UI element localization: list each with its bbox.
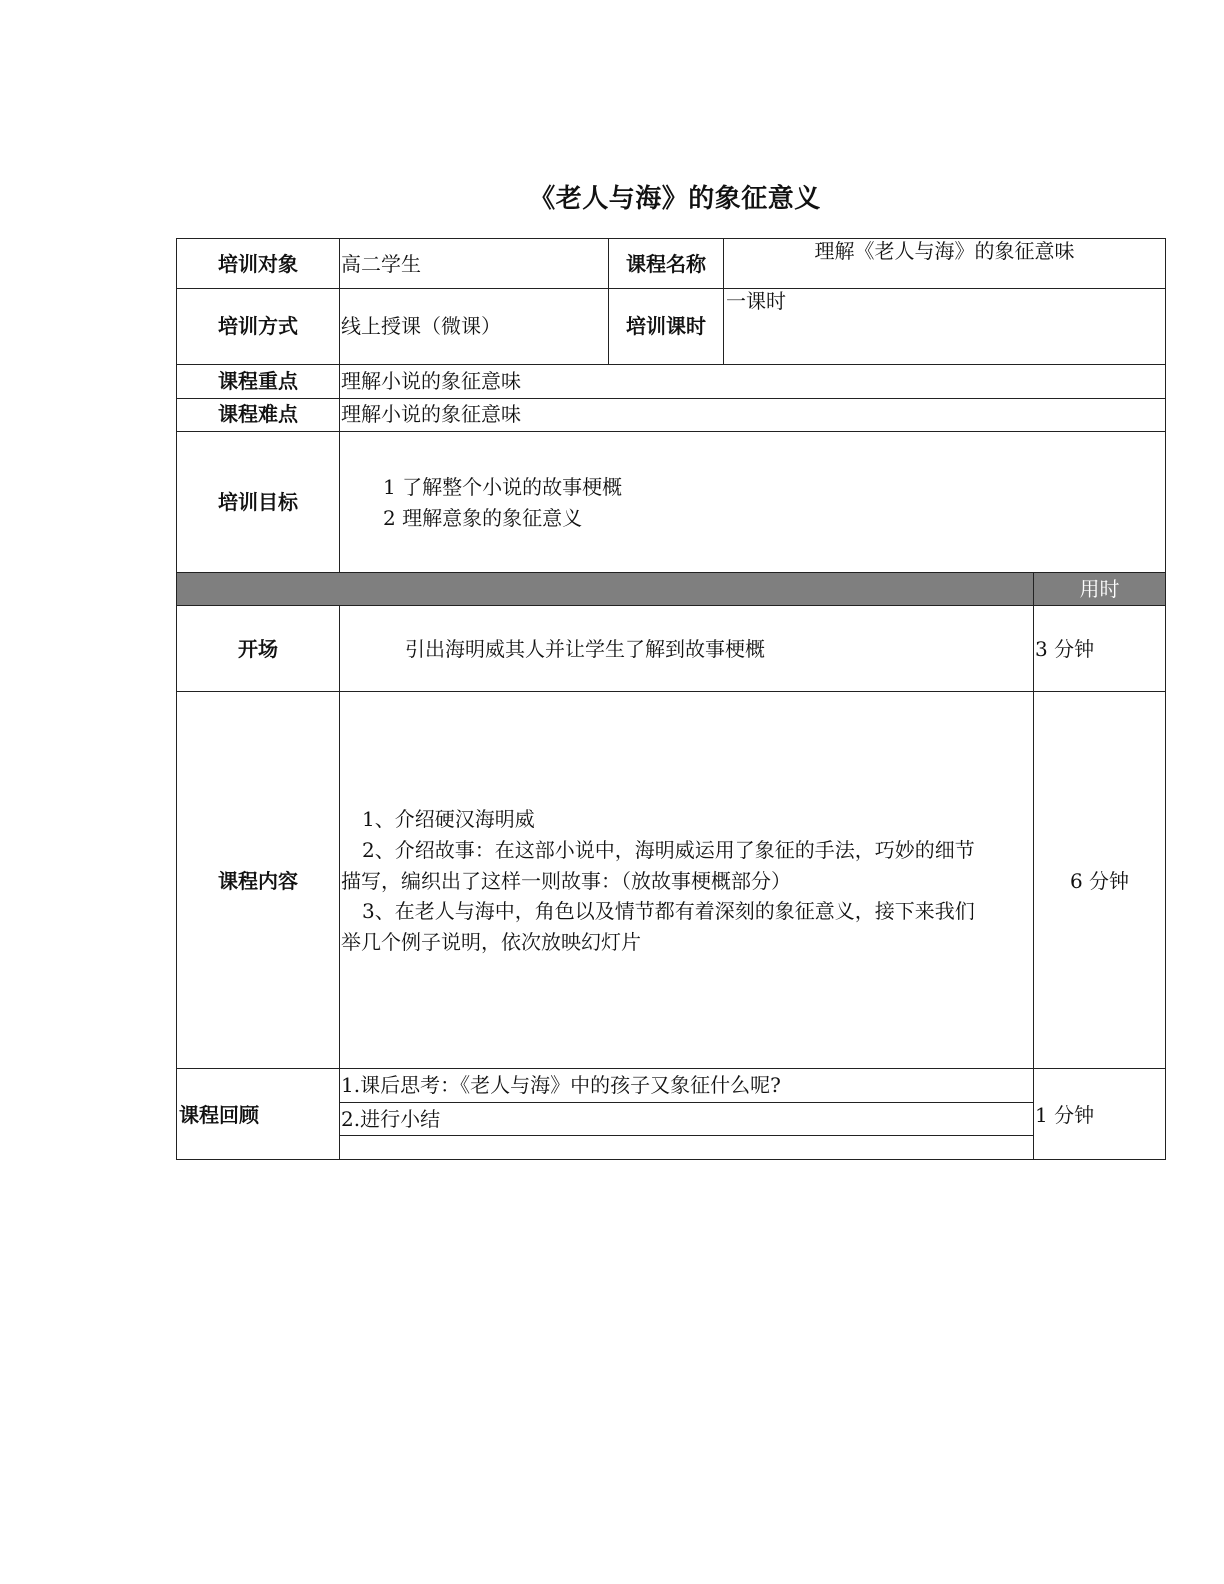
value-key-point: 理解小说的象征意味 [341, 369, 521, 393]
table-border [177, 1159, 1166, 1160]
value-trainee: 高二学生 [341, 252, 421, 276]
table-border [1165, 238, 1166, 1160]
time-header: 用时 [1079, 577, 1120, 601]
content-line: 2、介绍故事：在这部小说中，海明威运用了象征的手法，巧妙的细节 [362, 838, 975, 862]
value-class-hours: 一课时 [726, 289, 786, 313]
review-item: 2.进行小结 [341, 1107, 441, 1131]
label-training-method: 培训方式 [218, 314, 298, 338]
table-border [177, 1068, 1166, 1069]
content-line: 3、在老人与海中，角色以及情节都有着深刻的象征意义，接下来我们 [362, 899, 975, 923]
goal-item: 2 理解意象的象征意义 [383, 506, 583, 530]
content-line: 举几个例子说明，依次放映幻灯片 [341, 930, 641, 954]
value-course-name: 理解《老人与海》的象征意味 [814, 239, 1075, 263]
label-content: 课程内容 [218, 869, 298, 893]
value-difficulty: 理解小说的象征意味 [341, 402, 521, 426]
table-border [339, 238, 340, 572]
table-border [339, 605, 340, 1160]
label-goals: 培训目标 [218, 490, 298, 514]
review-item: 1.课后思考：《老人与海》中的孩子又象征什么呢? [341, 1073, 781, 1097]
label-difficulty: 课程难点 [218, 402, 298, 426]
label-class-hours: 培训课时 [626, 314, 706, 338]
content-line: 描写，编织出了这样一则故事：（放故事梗概部分） [341, 869, 791, 893]
time-header-band [177, 573, 1166, 605]
table-border [177, 605, 1166, 606]
time-opening: 3 分钟 [1035, 637, 1095, 661]
time-review: 1 分钟 [1035, 1103, 1095, 1127]
label-key-point: 课程重点 [218, 369, 298, 393]
value-opening: 引出海明威其人并让学生了解到故事梗概 [405, 637, 765, 661]
table-border [177, 364, 1166, 365]
label-opening: 开场 [238, 637, 278, 661]
table-border [177, 572, 1166, 573]
value-training-method: 线上授课（微课） [341, 314, 501, 338]
table-border [177, 431, 1166, 432]
label-review: 课程回顾 [179, 1103, 259, 1127]
content-line: 1、介绍硬汉海明威 [362, 807, 535, 831]
label-trainee: 培训对象 [218, 252, 298, 276]
table-border [177, 691, 1166, 692]
table-border [339, 1102, 1033, 1103]
label-course-name: 课程名称 [626, 252, 706, 276]
table-border [339, 1135, 1033, 1136]
document-title: 《老人与海》的象征意义 [529, 184, 821, 214]
table-border [177, 288, 1166, 289]
goal-item: 1 了解整个小说的故事梗概 [383, 475, 623, 499]
time-content: 6 分钟 [1069, 869, 1130, 893]
